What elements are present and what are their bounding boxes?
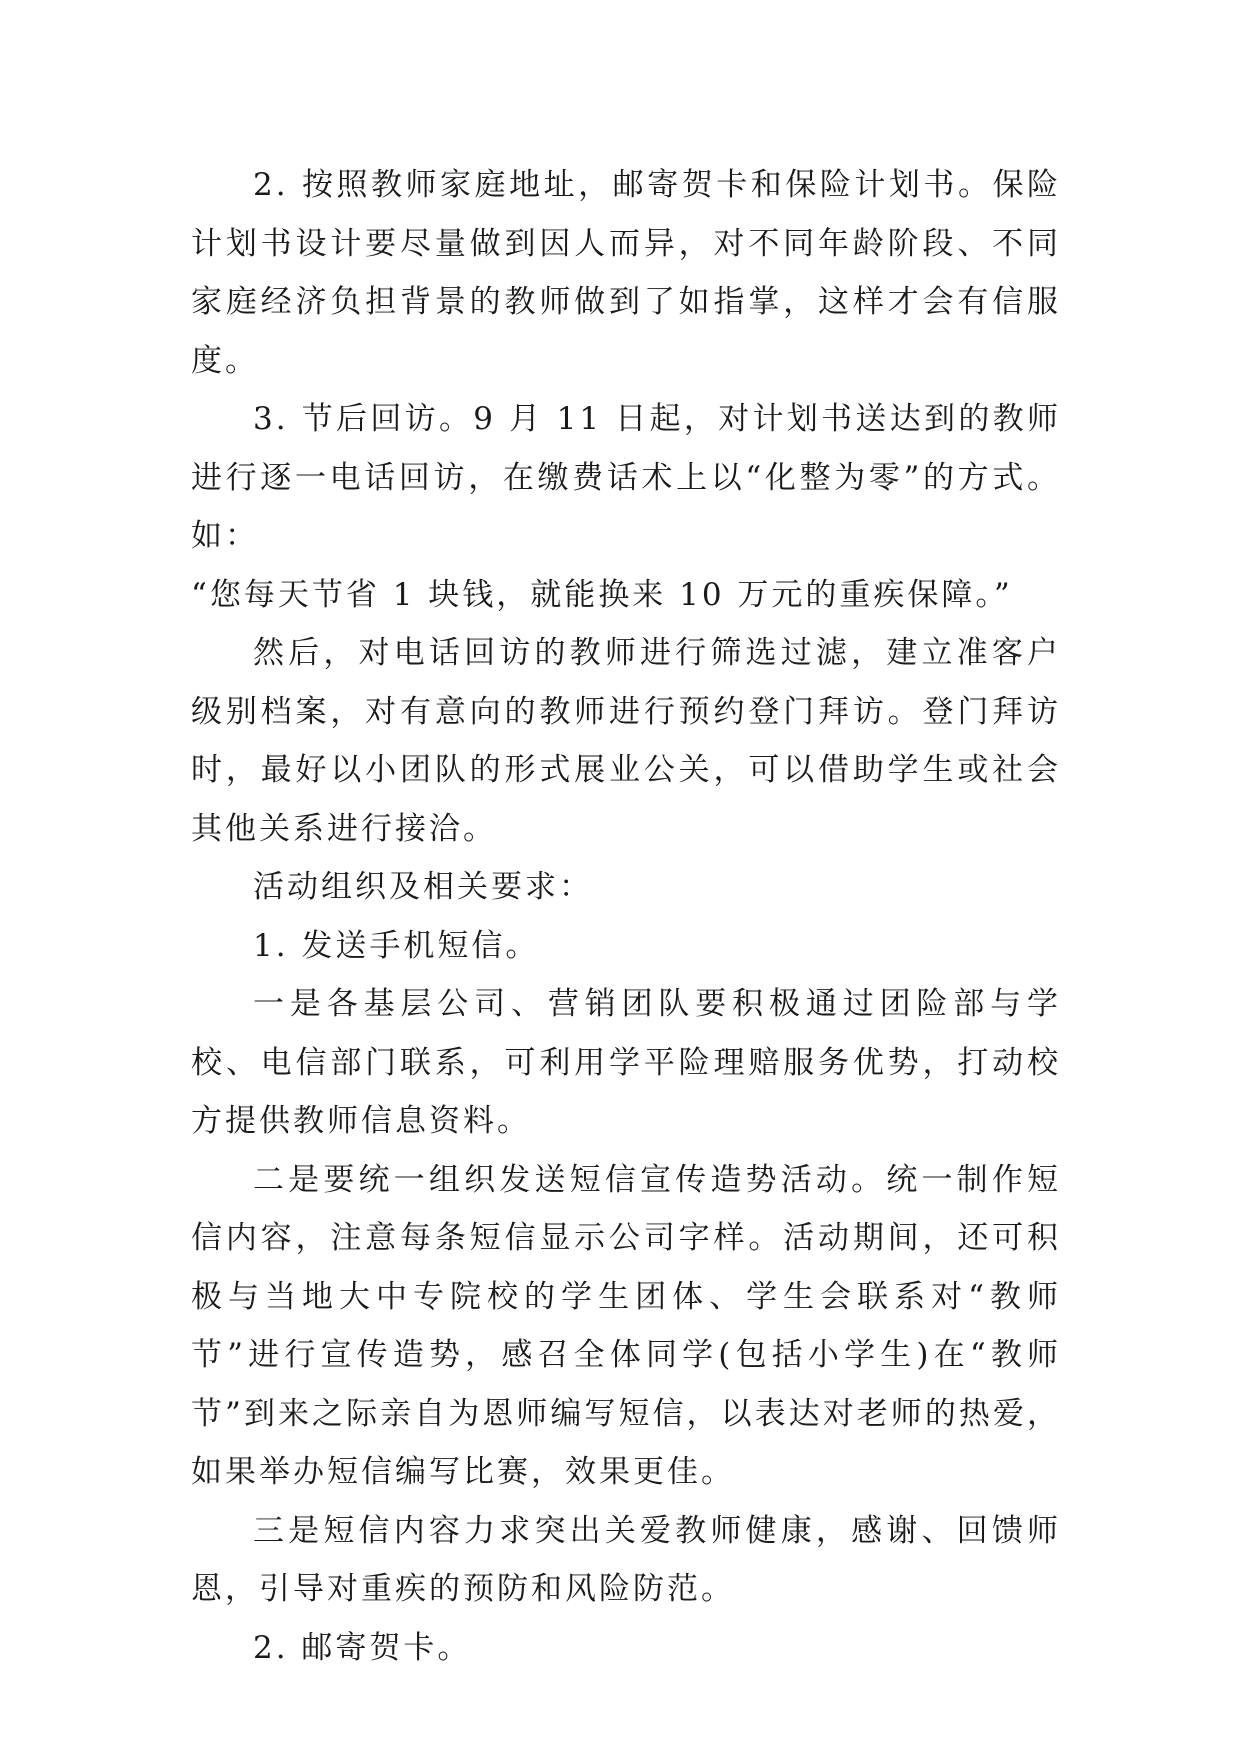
paragraph-sms-heading: 1. 发送手机短信。 [253,927,540,964]
paragraph-requirements-heading: 活动组织及相关要求： [253,869,593,905]
paragraph-sms-two: 二是要统一组织发送短信宣传造势活动。统一制作短信内容，注意每条短信显示公司字样。活动期间，还可积极与当地大中专院校的学生团体、学生会联系对“教师节”进行宣传造势，感召全体同学(包括小学生)在“教师节”到来之际亲自为恩师编写短信，以表达对老师的热爱，如果举办短信编写比赛，效果更佳。 [191,1161,1061,1490]
paragraph-follow-up: 3. 节后回访。9 月 11 日起，对计划书送达到的教师进行逐一电话回访，在缴费话术上以“化整为零”的方式。如： [191,401,1061,554]
paragraph-card-heading: 2. 邮寄贺卡。 [253,1629,472,1666]
paragraph-screening: 然后，对电话回访的教师进行筛选过滤，建立准客户级别档案，对有意向的教师进行预约登门拜访。登门拜访时，最好以小团队的形式展业公关，可以借助学生或社会其他关系进行接洽。 [191,635,1061,847]
paragraph-mail-plan: 2. 按照教师家庭地址，邮寄贺卡和保险计划书。保险计划书设计要尽量做到因人而异，对不同年龄阶段、不同家庭经济负担背景的教师做到了如指掌，这样才会有信服度。 [191,167,1061,379]
paragraph-sms-one: 一是各基层公司、营销团队要积极通过团险部与学校、电信部门联系，可利用学平险理赔服务优势，打动校方提供教师信息资料。 [191,986,1061,1139]
document-body [191,156,1061,1677]
paragraph-sms-three: 三是短信内容力求突出关爱教师健康，感谢、回馈师恩，引导对重疾的预防和风险防范。 [191,1512,1061,1607]
paragraph-quote: “您每天节省 1 块钱，就能换来 10 万元的重疾保障。” [191,576,1013,613]
